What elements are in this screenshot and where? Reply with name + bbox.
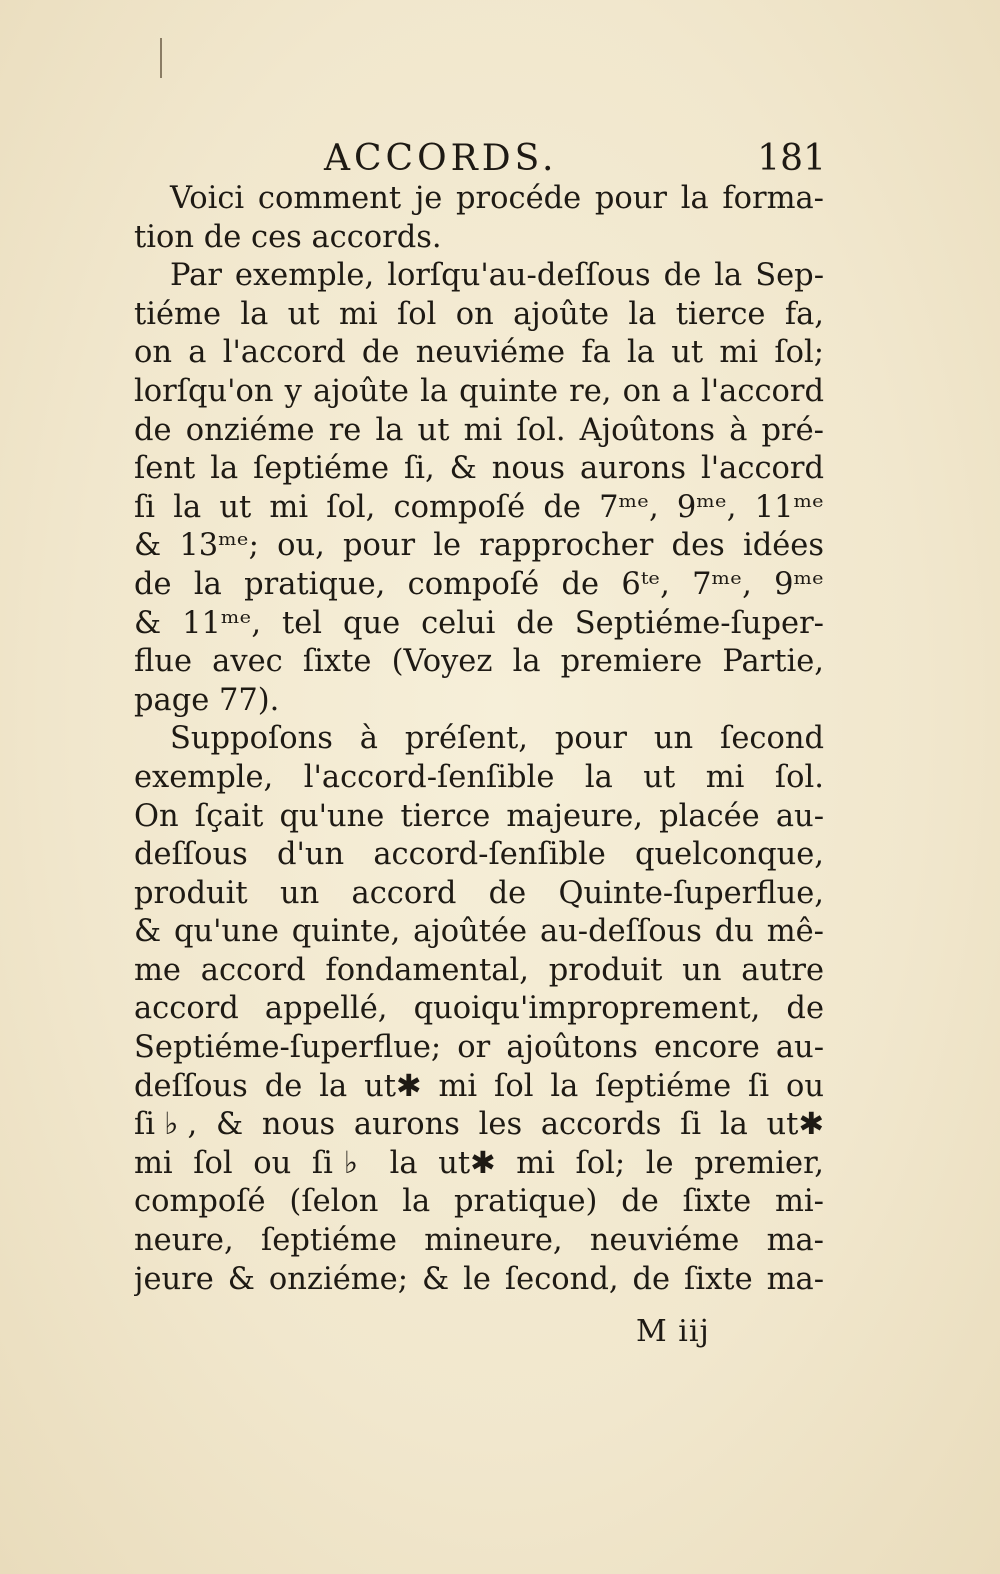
text-line: jeure & onziéme; & le ſecond, de ſixte ma- [134, 1261, 824, 1297]
text-line: Septiéme-ſuperflue; or ajoûtons encore au- [134, 1030, 824, 1066]
text-line: tion de ces accords. [134, 219, 442, 255]
text-line: & 13ᵐᵉ; ou, pour le rapprocher des idées [134, 528, 824, 564]
text-line: ſi♭, & nous aurons les accords ſi la ut✱ [134, 1107, 824, 1143]
text-line: lorſqu'on y ajoûte la quinte re, on a l'accord [134, 373, 824, 409]
text-line: de onziéme re la ut mi ſol. Ajoûtons à pré- [134, 412, 824, 448]
text-line: On ſçait qu'une tierce majeure, placée au- [134, 798, 824, 834]
text-line: Par exemple, lorſqu'au-deſſous de la Sep- [170, 258, 824, 294]
page-number: 181 [757, 138, 826, 179]
text-line: flue avec ſixte (Voyez la premiere Partie, [134, 644, 824, 680]
margin-mark [160, 38, 162, 78]
text-line: on a l'accord de neuviéme fa la ut mi ſol; [134, 335, 824, 371]
signature-mark: M iij [636, 1314, 710, 1349]
text-line: & qu'une quinte, ajoûtée au-deſſous du mê- [134, 914, 824, 950]
text-line: ſent la ſeptiéme ſi, & nous aurons l'accord [134, 451, 824, 487]
text-line: page 77). [134, 682, 280, 718]
text-line: deſſous de la ut✱ mi ſol la ſeptiéme ſi ou [134, 1068, 824, 1104]
page-header [136, 138, 826, 184]
body-text [134, 180, 824, 1299]
text-line: produit un accord de Quinte-ſuperflue, [134, 875, 824, 911]
text-line: ſi la ut mi ſol, compoſé de 7ᵐᵉ, 9ᵐᵉ, 11ᵐᵉ [134, 489, 824, 525]
text-line: tiéme la ut mi ſol on ajoûte la tierce fa, [134, 296, 824, 332]
text-line: accord appellé, quoiqu'improprement, de [134, 991, 824, 1027]
text-line: de la pratique, compoſé de 6ᵗᵉ, 7ᵐᵉ, 9ᵐᵉ [134, 566, 824, 602]
text-line: Voici comment je procéde pour la forma- [170, 181, 824, 216]
running-title: ACCORDS. [324, 138, 558, 179]
text-line: me accord fondamental, produit un autre [134, 952, 824, 988]
text-line: compoſé (ſelon la pratique) de ſixte mi- [134, 1184, 824, 1220]
text-line: mi ſol ou ſi♭ la ut✱ mi ſol; le premier, [134, 1145, 824, 1181]
text-line: exemple, l'accord-ſenſible la ut mi ſol. [134, 759, 824, 795]
text-line: & 11ᵐᵉ, tel que celui de Septiéme-ſuper- [134, 605, 824, 641]
text-line: Suppoſons à préſent, pour un ſecond [170, 721, 824, 757]
text-line: neure, ſeptiéme mineure, neuviéme ma- [134, 1223, 824, 1259]
text-line: deſſous d'un accord-ſenſible quelconque, [134, 837, 824, 873]
